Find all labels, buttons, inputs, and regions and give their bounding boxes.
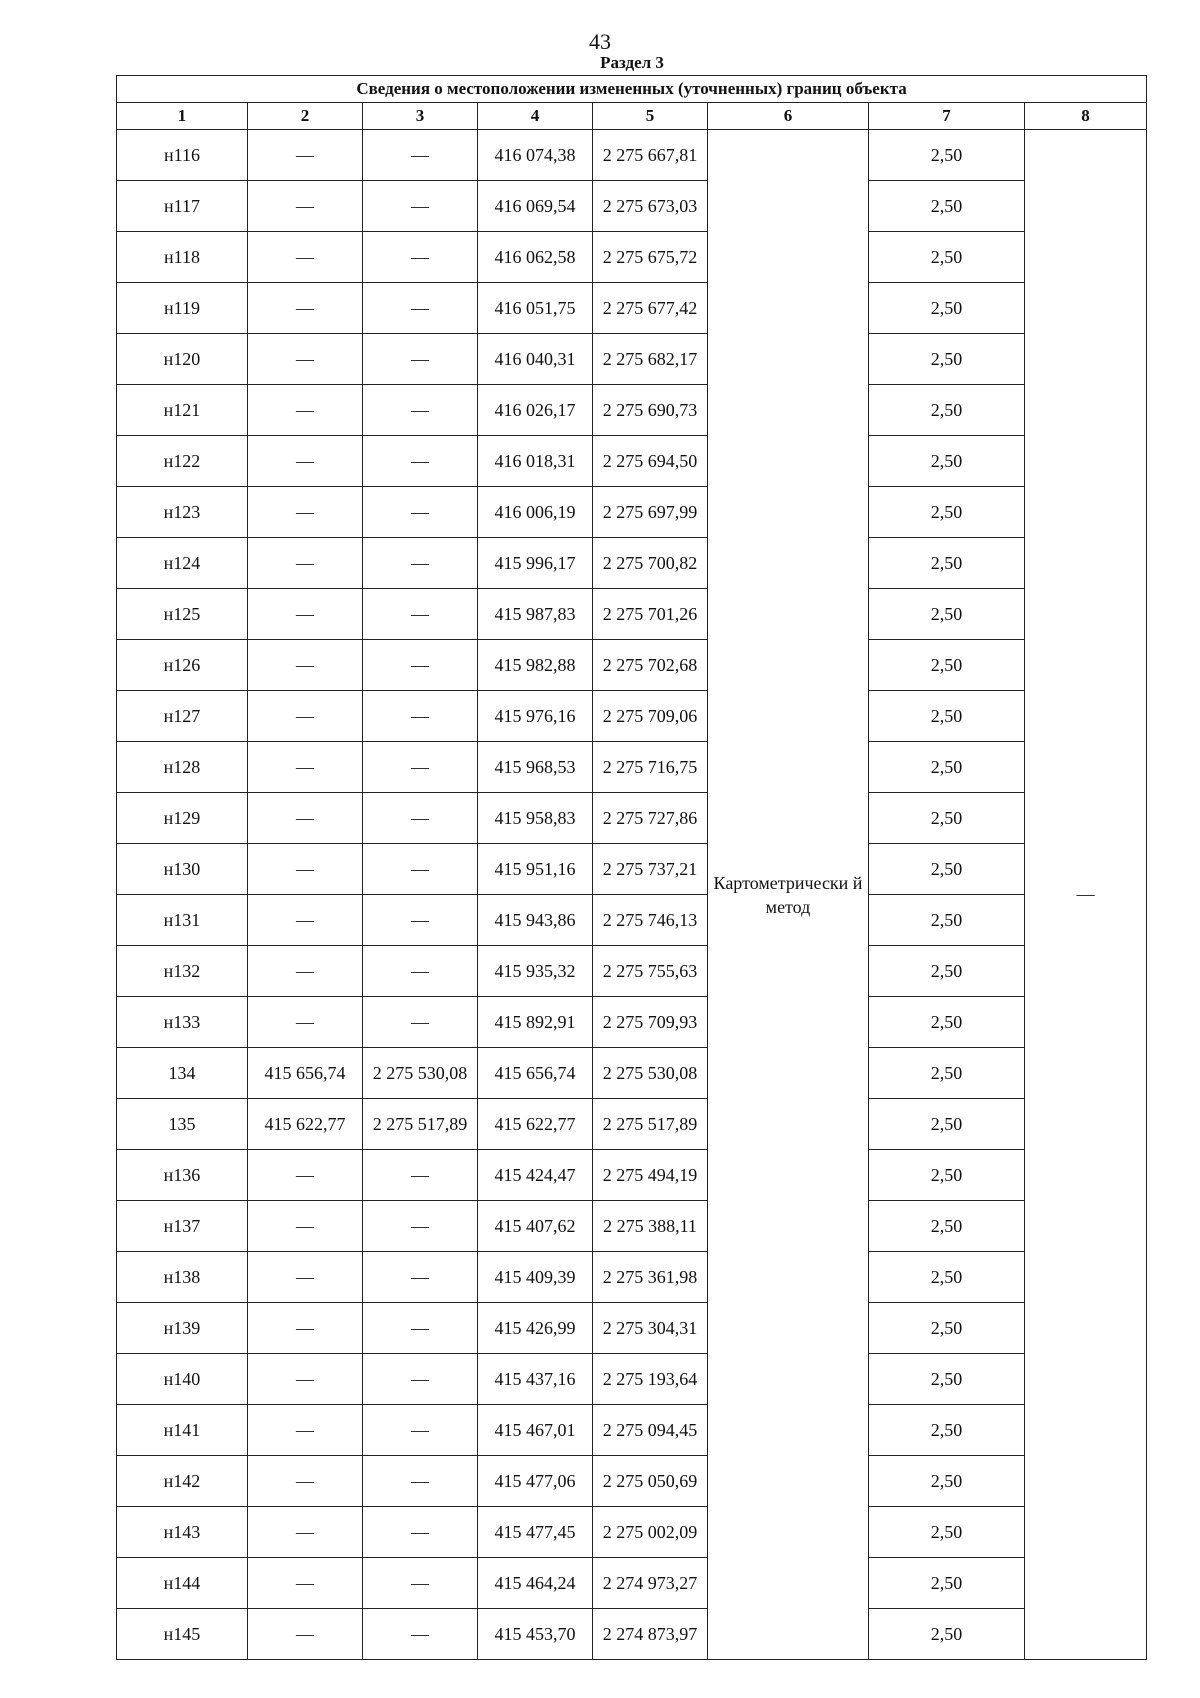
point-id-cell: н123 (117, 487, 248, 538)
old-y-cell: — (363, 487, 478, 538)
accuracy-cell: 2,50 (869, 997, 1025, 1048)
new-x-cell: 415 453,70 (478, 1609, 593, 1660)
point-id-cell: н139 (117, 1303, 248, 1354)
old-y-cell: 2 275 517,89 (363, 1099, 478, 1150)
accuracy-cell: 2,50 (869, 181, 1025, 232)
old-y-cell: — (363, 1252, 478, 1303)
point-id-cell: н144 (117, 1558, 248, 1609)
new-y-cell: 2 274 873,97 (593, 1609, 708, 1660)
old-x-cell: — (248, 1354, 363, 1405)
page-number: 43 (589, 29, 611, 54)
new-x-cell: 416 074,38 (478, 130, 593, 181)
column-header: 6 (708, 103, 869, 130)
old-x-cell: — (248, 1150, 363, 1201)
old-x-cell: — (248, 385, 363, 436)
column-header: 5 (593, 103, 708, 130)
new-y-cell: 2 275 517,89 (593, 1099, 708, 1150)
point-id-cell: н122 (117, 436, 248, 487)
accuracy-cell: 2,50 (869, 1354, 1025, 1405)
new-y-cell: 2 275 002,09 (593, 1507, 708, 1558)
new-y-cell: 2 275 697,99 (593, 487, 708, 538)
accuracy-cell: 2,50 (869, 232, 1025, 283)
column-header: 4 (478, 103, 593, 130)
point-id-cell: н117 (117, 181, 248, 232)
point-id-cell: н131 (117, 895, 248, 946)
table-row (117, 1558, 1147, 1609)
old-x-cell: — (248, 895, 363, 946)
new-y-cell: 2 275 690,73 (593, 385, 708, 436)
point-id-cell: н142 (117, 1456, 248, 1507)
column-8-cell: — (1025, 130, 1147, 1660)
accuracy-cell: 2,50 (869, 1456, 1025, 1507)
old-y-cell: — (363, 385, 478, 436)
old-x-cell: — (248, 793, 363, 844)
table-row (117, 1252, 1147, 1303)
new-y-cell: 2 275 682,17 (593, 334, 708, 385)
accuracy-cell: 2,50 (869, 1252, 1025, 1303)
new-x-cell: 415 407,62 (478, 1201, 593, 1252)
table-row (117, 946, 1147, 997)
accuracy-cell: 2,50 (869, 742, 1025, 793)
old-y-cell: — (363, 640, 478, 691)
old-x-cell: — (248, 1303, 363, 1354)
table-row (117, 1609, 1147, 1660)
table-row (117, 181, 1147, 232)
table-body (117, 130, 1147, 1660)
old-x-cell: — (248, 640, 363, 691)
new-x-cell: 415 996,17 (478, 538, 593, 589)
new-x-cell: 415 943,86 (478, 895, 593, 946)
new-x-cell: 415 467,01 (478, 1405, 593, 1456)
accuracy-cell: 2,50 (869, 436, 1025, 487)
old-x-cell: — (248, 1456, 363, 1507)
new-x-cell: 415 477,06 (478, 1456, 593, 1507)
new-x-cell: 416 006,19 (478, 487, 593, 538)
point-id-cell: н119 (117, 283, 248, 334)
point-id-cell: н121 (117, 385, 248, 436)
accuracy-cell: 2,50 (869, 385, 1025, 436)
new-y-cell: 2 275 494,19 (593, 1150, 708, 1201)
new-y-cell: 2 275 716,75 (593, 742, 708, 793)
old-x-cell: — (248, 997, 363, 1048)
old-x-cell: — (248, 946, 363, 997)
new-y-cell: 2 275 701,26 (593, 589, 708, 640)
new-x-cell: 416 040,31 (478, 334, 593, 385)
accuracy-cell: 2,50 (869, 1507, 1025, 1558)
new-x-cell: 415 892,91 (478, 997, 593, 1048)
point-id-cell: н138 (117, 1252, 248, 1303)
column-header: 8 (1025, 103, 1147, 130)
point-id-cell: н116 (117, 130, 248, 181)
old-x-cell: — (248, 844, 363, 895)
old-x-cell: — (248, 436, 363, 487)
new-x-cell: 416 026,17 (478, 385, 593, 436)
table-row (117, 283, 1147, 334)
accuracy-cell: 2,50 (869, 130, 1025, 181)
accuracy-cell: 2,50 (869, 1099, 1025, 1150)
old-y-cell: — (363, 895, 478, 946)
new-x-cell: 415 409,39 (478, 1252, 593, 1303)
old-y-cell: — (363, 538, 478, 589)
method-cell: Картометрически й метод (708, 130, 869, 1660)
point-id-cell: н125 (117, 589, 248, 640)
table-row (117, 844, 1147, 895)
old-x-cell: 415 622,77 (248, 1099, 363, 1150)
table-row (117, 997, 1147, 1048)
old-x-cell: 415 656,74 (248, 1048, 363, 1099)
accuracy-cell: 2,50 (869, 946, 1025, 997)
old-y-cell: — (363, 130, 478, 181)
old-x-cell: — (248, 742, 363, 793)
old-y-cell: — (363, 1456, 478, 1507)
table-row (117, 1099, 1147, 1150)
old-y-cell: — (363, 1405, 478, 1456)
old-x-cell: — (248, 130, 363, 181)
old-y-cell: — (363, 844, 478, 895)
point-id-cell: н124 (117, 538, 248, 589)
old-y-cell: — (363, 1354, 478, 1405)
old-y-cell: — (363, 793, 478, 844)
new-y-cell: 2 275 050,69 (593, 1456, 708, 1507)
accuracy-cell: 2,50 (869, 640, 1025, 691)
accuracy-cell: 2,50 (869, 1609, 1025, 1660)
new-y-cell: 2 275 702,68 (593, 640, 708, 691)
table-row (117, 1507, 1147, 1558)
old-y-cell: — (363, 1507, 478, 1558)
new-y-cell: 2 275 694,50 (593, 436, 708, 487)
new-y-cell: 2 275 737,21 (593, 844, 708, 895)
new-x-cell: 415 426,99 (478, 1303, 593, 1354)
new-x-cell: 416 062,58 (478, 232, 593, 283)
old-x-cell: — (248, 1405, 363, 1456)
accuracy-cell: 2,50 (869, 1558, 1025, 1609)
new-y-cell: 2 275 667,81 (593, 130, 708, 181)
new-x-cell: 415 656,74 (478, 1048, 593, 1099)
old-y-cell: — (363, 1201, 478, 1252)
old-x-cell: — (248, 181, 363, 232)
old-y-cell: — (363, 1558, 478, 1609)
old-y-cell: — (363, 691, 478, 742)
new-x-cell: 415 951,16 (478, 844, 593, 895)
new-y-cell: 2 275 746,13 (593, 895, 708, 946)
table-row (117, 793, 1147, 844)
new-y-cell: 2 275 304,31 (593, 1303, 708, 1354)
table-row (117, 385, 1147, 436)
old-y-cell: — (363, 946, 478, 997)
old-y-cell: — (363, 334, 478, 385)
old-x-cell: — (248, 334, 363, 385)
column-header: 7 (869, 103, 1025, 130)
table-row (117, 1150, 1147, 1201)
new-y-cell: 2 275 700,82 (593, 538, 708, 589)
old-x-cell: — (248, 538, 363, 589)
old-x-cell: — (248, 589, 363, 640)
old-x-cell: — (248, 283, 363, 334)
old-y-cell: — (363, 436, 478, 487)
table-row (117, 487, 1147, 538)
table-row (117, 1048, 1147, 1099)
table-row (117, 589, 1147, 640)
accuracy-cell: 2,50 (869, 844, 1025, 895)
new-y-cell: 2 275 388,11 (593, 1201, 708, 1252)
column-header: 3 (363, 103, 478, 130)
table-row (117, 232, 1147, 283)
new-y-cell: 2 275 361,98 (593, 1252, 708, 1303)
old-x-cell: — (248, 487, 363, 538)
table-row (117, 538, 1147, 589)
old-y-cell: 2 275 530,08 (363, 1048, 478, 1099)
new-y-cell: 2 275 709,93 (593, 997, 708, 1048)
point-id-cell: н136 (117, 1150, 248, 1201)
accuracy-cell: 2,50 (869, 1150, 1025, 1201)
point-id-cell: н145 (117, 1609, 248, 1660)
point-id-cell: н130 (117, 844, 248, 895)
old-y-cell: — (363, 1150, 478, 1201)
table-title: Сведения о местоположении измененных (уточненных) границ объекта (117, 76, 1147, 103)
new-y-cell: 2 275 530,08 (593, 1048, 708, 1099)
accuracy-cell: 2,50 (869, 1303, 1025, 1354)
table-row (117, 1456, 1147, 1507)
new-x-cell: 415 622,77 (478, 1099, 593, 1150)
old-x-cell: — (248, 1252, 363, 1303)
old-y-cell: — (363, 589, 478, 640)
new-x-cell: 415 987,83 (478, 589, 593, 640)
new-y-cell: 2 275 094,45 (593, 1405, 708, 1456)
point-id-cell: н133 (117, 997, 248, 1048)
old-y-cell: — (363, 283, 478, 334)
new-x-cell: 415 982,88 (478, 640, 593, 691)
new-y-cell: 2 275 677,42 (593, 283, 708, 334)
new-y-cell: 2 275 673,03 (593, 181, 708, 232)
new-y-cell: 2 274 973,27 (593, 1558, 708, 1609)
new-y-cell: 2 275 755,63 (593, 946, 708, 997)
column-header: 1 (117, 103, 248, 130)
accuracy-cell: 2,50 (869, 1201, 1025, 1252)
point-id-cell: н141 (117, 1405, 248, 1456)
accuracy-cell: 2,50 (869, 538, 1025, 589)
new-x-cell: 415 958,83 (478, 793, 593, 844)
accuracy-cell: 2,50 (869, 691, 1025, 742)
old-x-cell: — (248, 1558, 363, 1609)
new-y-cell: 2 275 709,06 (593, 691, 708, 742)
accuracy-cell: 2,50 (869, 487, 1025, 538)
table-row (117, 436, 1147, 487)
table-row (117, 1303, 1147, 1354)
new-x-cell: 415 424,47 (478, 1150, 593, 1201)
point-id-cell: н120 (117, 334, 248, 385)
table-row (117, 895, 1147, 946)
accuracy-cell: 2,50 (869, 589, 1025, 640)
accuracy-cell: 2,50 (869, 895, 1025, 946)
old-y-cell: — (363, 232, 478, 283)
table-row (117, 691, 1147, 742)
old-x-cell: — (248, 232, 363, 283)
accuracy-cell: 2,50 (869, 334, 1025, 385)
new-y-cell: 2 275 727,86 (593, 793, 708, 844)
point-id-cell: н126 (117, 640, 248, 691)
new-x-cell: 416 051,75 (478, 283, 593, 334)
table-row (117, 742, 1147, 793)
point-id-cell: н128 (117, 742, 248, 793)
point-id-cell: н132 (117, 946, 248, 997)
point-id-cell: н127 (117, 691, 248, 742)
table-row (117, 130, 1147, 181)
accuracy-cell: 2,50 (869, 1048, 1025, 1099)
old-x-cell: — (248, 1609, 363, 1660)
old-y-cell: — (363, 181, 478, 232)
new-x-cell: 416 018,31 (478, 436, 593, 487)
boundary-coordinates-table (116, 75, 1147, 1660)
old-y-cell: — (363, 1609, 478, 1660)
accuracy-cell: 2,50 (869, 283, 1025, 334)
new-x-cell: 415 477,45 (478, 1507, 593, 1558)
old-x-cell: — (248, 691, 363, 742)
old-y-cell: — (363, 1303, 478, 1354)
table-row (117, 334, 1147, 385)
new-x-cell: 415 968,53 (478, 742, 593, 793)
accuracy-cell: 2,50 (869, 793, 1025, 844)
point-id-cell: н118 (117, 232, 248, 283)
old-y-cell: — (363, 997, 478, 1048)
point-id-cell: 135 (117, 1099, 248, 1150)
new-y-cell: 2 275 193,64 (593, 1354, 708, 1405)
table-row (117, 640, 1147, 691)
new-x-cell: 415 464,24 (478, 1558, 593, 1609)
table-row (117, 1201, 1147, 1252)
point-id-cell: н137 (117, 1201, 248, 1252)
new-x-cell: 415 935,32 (478, 946, 593, 997)
old-y-cell: — (363, 742, 478, 793)
old-x-cell: — (248, 1201, 363, 1252)
new-x-cell: 415 437,16 (478, 1354, 593, 1405)
table-row (117, 1354, 1147, 1405)
point-id-cell: н129 (117, 793, 248, 844)
section-title: Раздел 3 (600, 53, 664, 72)
table-row (117, 1405, 1147, 1456)
point-id-cell: 134 (117, 1048, 248, 1099)
column-header: 2 (248, 103, 363, 130)
new-y-cell: 2 275 675,72 (593, 232, 708, 283)
old-x-cell: — (248, 1507, 363, 1558)
point-id-cell: н140 (117, 1354, 248, 1405)
point-id-cell: н143 (117, 1507, 248, 1558)
new-x-cell: 415 976,16 (478, 691, 593, 742)
new-x-cell: 416 069,54 (478, 181, 593, 232)
accuracy-cell: 2,50 (869, 1405, 1025, 1456)
